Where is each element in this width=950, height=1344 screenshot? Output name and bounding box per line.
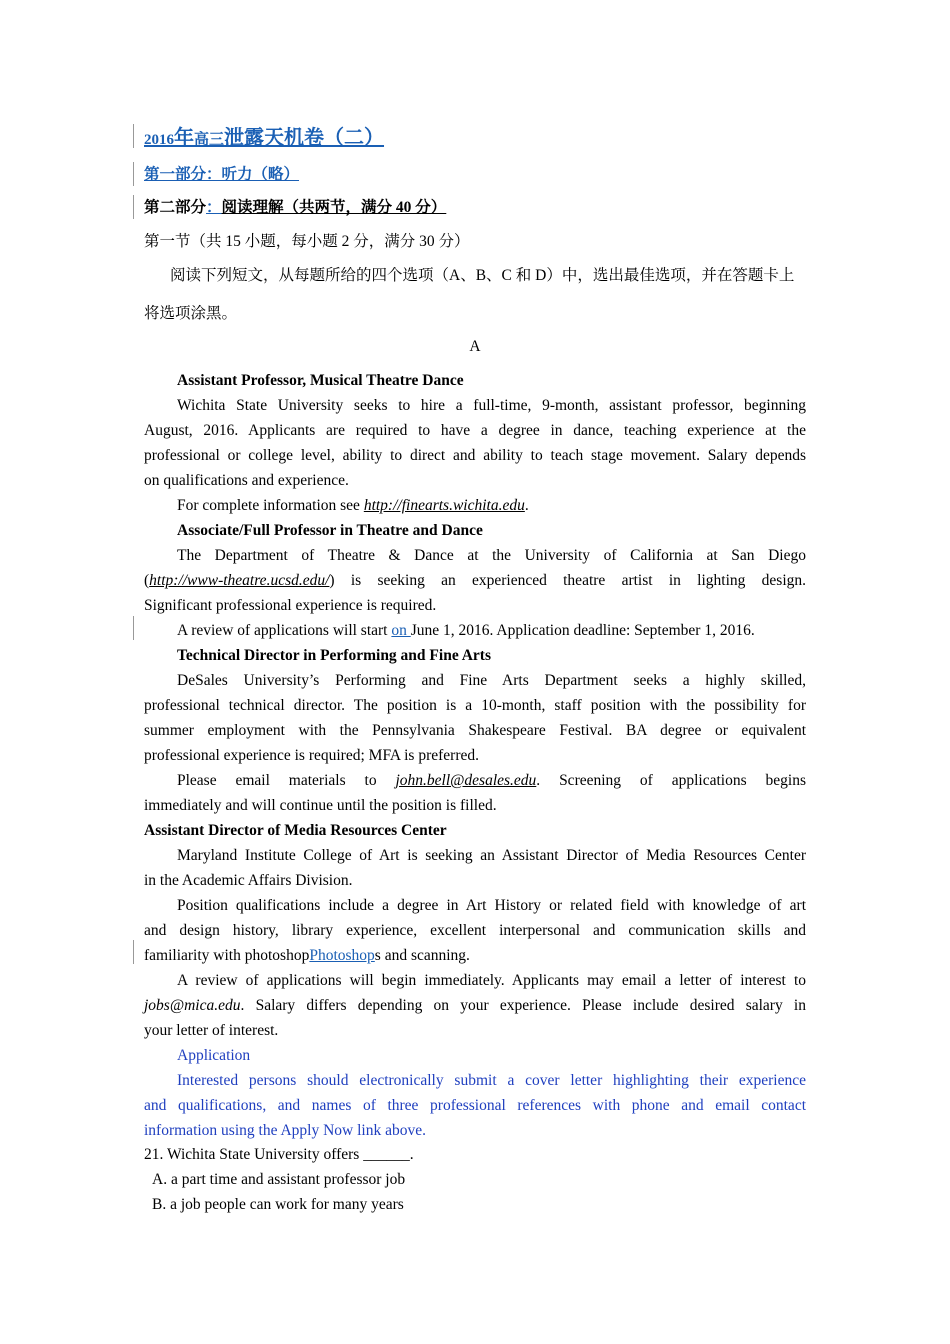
revision-bar: [133, 162, 134, 186]
part1-text: 第一部分：听力（略）: [144, 166, 300, 183]
job4-email-post: . Salary differs depending on your experience. Please include desired salary in: [240, 997, 806, 1014]
instructions-line2: 将选项涂黑。: [144, 305, 238, 322]
application-line: and qualifications, and names of three professional references with phone and email contact: [144, 1097, 806, 1114]
job1-line: on qualifications and experience.: [144, 472, 349, 489]
revision-bar: [133, 940, 134, 964]
job2-l2-pre: (: [144, 572, 150, 589]
job3-email-post: . Screening of applications begins: [536, 772, 806, 789]
job4-l5-pre: familiarity with photoshop: [144, 947, 310, 964]
job3-email-line: [177, 768, 806, 793]
question21-option-b: B. a job people can work for many years: [152, 1196, 404, 1213]
job4-line: in the Academic Affairs Division.: [144, 872, 353, 889]
application-heading: Application: [177, 1047, 251, 1064]
job4-line: Maryland Institute College of Art is seeking an Assistant Director of Media Resources Center: [177, 847, 806, 864]
application-line: information using the Apply Now link above.: [144, 1122, 426, 1139]
job1-info: [177, 493, 806, 518]
job4-email[interactable]: jobs@mica.edu: [144, 997, 241, 1014]
job1-title: Assistant Professor, Musical Theatre Dance: [177, 372, 464, 389]
instructions-line1: 阅读下列短文，从每题所给的四个选项（A、B、C 和 D）中，选出最佳选项，并在答题卡上: [170, 267, 795, 284]
job4-line: [144, 943, 806, 968]
part2-label: 第二部分: [144, 199, 207, 216]
job3-title: Technical Director in Performing and Fine Arts: [177, 647, 491, 664]
page-title: [144, 124, 806, 154]
title-rest: 泄露天机卷（二）: [224, 127, 385, 149]
job2-review: [177, 618, 806, 643]
section1-heading: 第一节（共 15 小题，每小题 2 分，满分 30 分）: [144, 233, 470, 250]
job2-line: [144, 568, 806, 593]
job3-line: professional experience is required; MFA is preferred.: [144, 747, 479, 764]
job1-info-pre: For complete information see: [177, 497, 364, 514]
title-year: 2016: [144, 132, 174, 148]
job2-review-link[interactable]: on: [391, 622, 411, 639]
revision-bar: [133, 124, 134, 148]
title-nian: 年: [174, 127, 194, 149]
job4-l5-post: s and scanning.: [374, 947, 470, 964]
job2-line: The Department of Theatre & Dance at the University of California at San Diego: [177, 547, 806, 564]
job3-line: DeSales University’s Performing and Fine Arts Department seeks a highly skilled,: [177, 672, 806, 689]
job1-info-post: .: [524, 497, 529, 514]
job2-review-pre: A review of applications will start: [177, 622, 392, 639]
question21-stem: 21. Wichita State University offers ______.: [144, 1146, 414, 1163]
title-gaosan: 高三: [194, 132, 225, 148]
job1-link[interactable]: http://finearts.wichita.edu: [363, 497, 525, 514]
job4-title: Assistant Director of Media Resources Center: [144, 822, 447, 839]
job4-line: Position qualifications include a degree in Art History or related field with knowledge of art: [177, 897, 806, 914]
part2-heading: [144, 195, 806, 220]
job3-line: summer employment with the Pennsylvania Shakespeare Festival. BA degree or equivalent: [144, 722, 806, 739]
revision-bar: [133, 195, 134, 219]
job3-email[interactable]: john.bell@desales.edu: [395, 772, 537, 789]
job4-photoshop-link[interactable]: Photoshop: [309, 947, 375, 964]
job3-line: professional technical director. The position is a 10-month, staff position with the possibility for: [144, 697, 806, 714]
job2-review-post: June 1, 2016. Application deadline: September 1, 2016.: [410, 622, 755, 639]
job4-email-line: [144, 993, 806, 1018]
job1-line: August, 2016. Applicants are required to have a degree in dance, teaching experience at the: [144, 422, 806, 439]
job4-line: your letter of interest.: [144, 1022, 279, 1039]
job2-link[interactable]: http://www-theatre.ucsd.edu/: [149, 572, 330, 589]
part2-desc: 阅读理解（共两节，满分 40 分）: [221, 199, 447, 216]
question21-option-a: A. a part time and assistant professor job: [152, 1171, 406, 1188]
part1-heading: [144, 162, 806, 187]
job2-title: Associate/Full Professor in Theatre and Dance: [177, 522, 483, 539]
job3-line: immediately and will continue until the position is filled.: [144, 797, 497, 814]
job2-line: Significant professional experience is required.: [144, 597, 437, 614]
job1-line: professional or college level, ability to direct and ability to teach stage movement. Salary depends: [144, 447, 806, 464]
job4-line: and design history, library experience, excellent interpersonal and communication skills and: [144, 922, 806, 939]
job2-l2-post: ) is seeking an experienced theatre artist in lighting design.: [329, 572, 806, 589]
job4-line: A review of applications will begin immediately. Applicants may email a letter of interest to: [177, 972, 806, 989]
passage-letter: A: [469, 338, 481, 355]
revision-bar: [133, 616, 134, 640]
part2-colon: ：: [206, 199, 222, 216]
job1-line: Wichita State University seeks to hire a full-time, 9-month, assistant professor, beginning: [177, 397, 806, 414]
job3-email-pre: Please email materials to: [177, 772, 396, 789]
application-line: Interested persons should electronically submit a cover letter highlighting their experience: [177, 1072, 806, 1089]
